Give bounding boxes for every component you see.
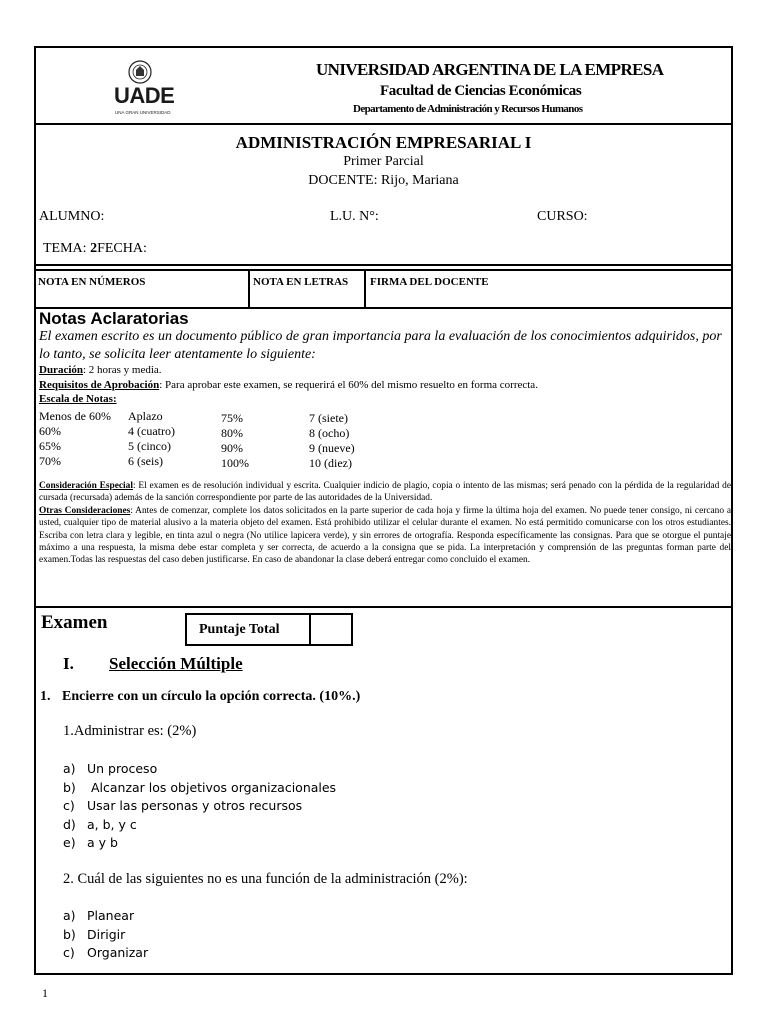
instruction [40,689,360,705]
grade-letters-cell: NOTA EN LETRAS [253,276,349,288]
tema-label: TEMA: [43,241,87,256]
instruction-number: 1. [40,689,51,704]
scale-range: 70% [39,454,61,468]
scale-grade: 9 (nueve) [309,441,355,455]
header-divider [36,123,731,125]
student-label: ALUMNO: [39,209,105,224]
option-text: Alcanzar los objetivos organizacionales [87,779,337,795]
option[interactable] [63,779,336,798]
exam-title: Examen [41,612,108,633]
teacher-name: DOCENTE: Rijo, Mariana [308,173,459,188]
scale-range: 65% [39,439,61,453]
duration-line [39,364,162,377]
exam-divider [36,606,731,608]
tema-field [43,241,147,257]
info-divider-top [36,264,731,266]
option[interactable] [63,797,336,816]
page-number: 1 [42,986,48,1000]
section-number: I. [63,654,74,673]
option-text: Organizar [87,945,149,961]
option-text: a, b, y c [87,816,137,832]
curso-label: CURSO: [537,209,588,224]
signature-cell: FIRMA DEL DOCENTE [370,276,489,288]
notes-intro: El examen escrito es un documento público de gran importancia para la evaluación de los conocimientos adquiridos, por lo tanto, se solicita leer atentamente lo siguiente: [39,329,722,362]
question-1-options [63,760,336,853]
exam-name: Primer Parcial [343,154,424,169]
total-score-label: Puntaje Total [199,622,280,637]
duration-text: : 2 horas y media. [83,364,162,376]
option-letter: b) [63,779,76,795]
option-letter: a) [63,761,76,776]
special-text: : El examen es de resolución individual y escrita. Cualquier indicio de plagio, copia o intento de las mismas; será penado con la pérdida de la regularidad de cursada (recursada) además de la sanción correspondiente por parte de las autoridades de la Universidad. [39,481,731,504]
tema-value: 2 [90,241,98,256]
fecha-label: FECHA: [97,241,147,256]
option[interactable] [63,907,148,926]
scale-grade: 4 (cuatro) [128,424,175,438]
scale-right-ranges [221,411,249,471]
scale-right-grades [309,411,355,471]
requirements-label: Requisitos de Aprobación [39,379,160,391]
score-box-divider [309,615,311,644]
uade-logo [106,58,174,120]
option[interactable] [63,760,336,779]
option[interactable] [63,834,336,853]
question-2: 2. Cuál de las siguientes no es una función de la administración (2%): [63,871,468,887]
requirements-text: : Para aprobar este examen, se requerirá el 60% del mismo resuelto en forma correcta. [159,379,538,391]
notes-title: Notas Aclaratorias [39,309,189,328]
other-label: Otras Consideraciones [39,505,131,516]
scale-left-ranges [39,409,111,469]
scale-grade: 6 (seis) [128,454,163,468]
duration-label: Duración [39,364,83,376]
scale-range: 100% [221,456,249,470]
scale-grade: 5 (cinco) [128,439,171,453]
special-label: Consideración Especial [39,481,133,491]
option-letter: c) [63,945,75,961]
option[interactable] [63,926,148,945]
question-1: 1.Administrar es: (2%) [63,723,197,739]
grade-numbers-cell: NOTA EN NÚMEROS [38,276,146,288]
scale-range: 90% [221,441,243,455]
logo-word: UADE [114,83,174,108]
option[interactable] [63,816,336,835]
logo-tagline: UNA GRAN UNIVERSIDAD [115,110,171,115]
option-text: Un proceso [87,761,158,776]
option-letter: d) [63,816,76,832]
requirements-line [39,379,538,392]
option-letter: a) [63,908,76,923]
faculty-name: Facultad de Ciencias Económicas [380,83,582,99]
option-letter: e) [63,835,76,851]
total-score-box[interactable] [185,613,353,646]
option-text: Usar las personas y otros recursos [87,798,303,814]
option-text: a y b [87,835,118,851]
scale-range: 75% [221,411,243,425]
question-2-options [63,907,148,963]
option-text: Dirigir [87,926,126,942]
scale-grade: 7 (siete) [309,411,348,425]
grade-col-divider-1 [248,269,250,309]
course-title: ADMINISTRACIÓN EMPRESARIAL I [235,133,532,152]
department-name: Departamento de Administración y Recursos Humanos [353,103,583,115]
lu-label: L.U. N°: [330,209,379,224]
option-letter: b) [63,926,76,942]
scale-grade: 8 (ocho) [309,426,350,440]
university-name: UNIVERSIDAD ARGENTINA DE LA EMPRESA [316,60,664,79]
section-title: Selección Múltiple [109,654,243,673]
scale-grade: 10 (diez) [309,456,352,470]
exam-sheet [34,46,733,975]
grade-col-divider-2 [364,269,366,309]
scale-range: 80% [221,426,243,440]
scale-range: 60% [39,424,61,438]
considerations-text [39,480,731,567]
option[interactable] [63,944,148,963]
scale-grade: Aplazo [128,409,163,423]
scale-range: Menos de 60% [39,409,111,423]
other-text: : Antes de comenzar, complete los datos solicitados en la parte superior de cada hoja y firme la última hoja del examen. No puede tener consigo, ni cercano a usted, cualquier tipo de material alusivo a la materia objeto del examen. Está prohibido utilizar el celular durante el examen. No está permitido comunicarse con los otros estudiantes. Escriba con letra clara y legible, en tinta azul o negra (No utilice lapicera verde), y sin errores de ortografía. Responda específicamente las consignas. Para que se otorgue el puntaje máximo a una respuesta, la misma debe estar completa y ser correcta, de acuerdo a la consigna que se pida. La interpretación y comprensión de las preguntas forman parte del examen.Todas las respuestas del caso deben justificarse. En caso de abandonar la clase deberá entregar como concluido el examen. [39,505,731,566]
option-text: Planear [87,908,135,923]
scale-left-grades [128,409,175,469]
scale-label: Escala de Notas: [39,393,117,405]
option-letter: c) [63,798,75,814]
instruction-text: Encierre con un círculo la opción correcta. (10%.) [62,689,361,704]
